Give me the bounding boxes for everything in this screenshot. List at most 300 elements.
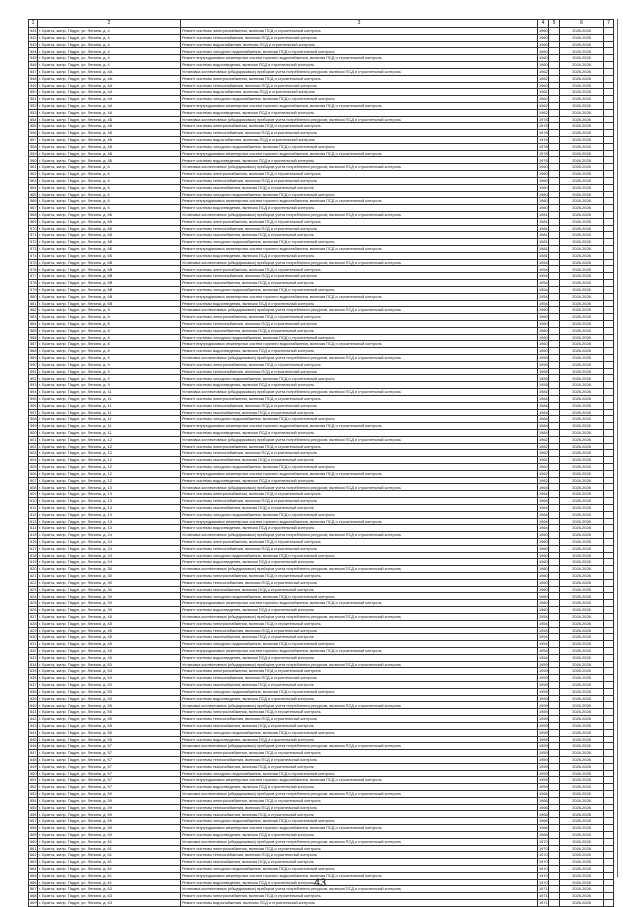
- empty-cell: [549, 736, 560, 743]
- empty-cell: [604, 586, 614, 593]
- work-type-cell: Установка коллективных (общедомовых) приборов учета потребления ресурсов, включая ПСД и строительный контроль: [181, 484, 538, 491]
- empty-cell: [549, 600, 560, 607]
- planned-period-cell: 2026-2028: [560, 334, 604, 341]
- empty-cell: [604, 28, 614, 35]
- empty-cell: [549, 102, 560, 109]
- empty-cell: [549, 409, 560, 416]
- row-number-cell: 634: [30, 661, 37, 667]
- row-number-cell: 614: [30, 525, 37, 531]
- planned-period-cell: 2026-2028: [560, 756, 604, 763]
- address-cell: г. Братск, жилр. Падун, ул. Ленина, д. 53: [38, 688, 181, 695]
- planned-period-cell: 2026-2028: [560, 341, 604, 348]
- page-number: 43: [313, 877, 327, 889]
- table-row: [29, 218, 614, 225]
- address-cell: г. Братск, жилр. Падун, ул. Ленина, д. 4А: [38, 82, 181, 89]
- planned-period-cell: 2026-2028: [560, 893, 604, 900]
- planned-period-cell: 2026-2028: [560, 395, 604, 402]
- work-type-cell: Ремонт системы электроснабжения, включая ПСД и строительный контроль: [181, 395, 538, 402]
- build-year-cell: 1984: [539, 395, 548, 401]
- work-type-cell: Ремонт внутридомовых инженерных систем горячего водоснабжения, включая ПСД и строительный контроль: [181, 293, 538, 300]
- table-row: [29, 566, 614, 573]
- empty-cell: [604, 314, 614, 321]
- work-type-cell: Ремонт системы электроснабжения, включая ПСД и строительный контроль: [181, 123, 538, 130]
- row-number-cell: 650: [30, 770, 37, 776]
- build-year-cell: 1984: [539, 409, 548, 415]
- work-type-cell: Ремонт внутридомовых инженерных систем горячего водоснабжения, включая ПСД и строительный контроль: [181, 55, 538, 62]
- planned-period-cell: 2026-2028: [560, 75, 604, 82]
- empty-cell: [549, 375, 560, 382]
- row-number-cell: 626: [30, 607, 37, 613]
- address-cell: г. Братск, жилр. Падун, ул. Ленина, д. 6Б: [38, 232, 181, 239]
- planned-period-cell: 2026-2028: [560, 886, 604, 893]
- build-year-cell: 1959: [539, 682, 548, 688]
- row-number-cell: 562: [30, 171, 37, 177]
- address-cell: г. Братск, жилр. Падун, ул. Ленина, д. 59: [38, 825, 181, 832]
- table-row: [29, 436, 614, 443]
- empty-cell: [549, 239, 560, 246]
- work-type-cell: Установка коллективных (общедомовых) приборов учета потребления ресурсов, включая ПСД и строительный контроль: [181, 743, 538, 750]
- row-number-cell: 569: [30, 218, 37, 224]
- address-cell: г. Братск, жилр. Падун, ул. Ленина, д. 4Б: [38, 157, 181, 164]
- work-type-cell: Ремонт системы водоотведения, включая ПСД и строительный контроль: [181, 831, 538, 838]
- address-cell: г. Братск, жилр. Падун, ул. Ленина, д. 53: [38, 695, 181, 702]
- capital-repair-table: [28, 19, 614, 907]
- table-row: [29, 225, 614, 232]
- empty-cell: [549, 470, 560, 477]
- planned-period-cell: 2026-2028: [560, 784, 604, 791]
- build-year-cell: 1962: [539, 436, 548, 442]
- empty-cell: [549, 225, 560, 232]
- row-number-cell: 568: [30, 212, 37, 218]
- planned-period-cell: 2026-2028: [560, 498, 604, 505]
- row-number-cell: 641: [30, 709, 37, 715]
- build-year-cell: 1962: [539, 89, 548, 95]
- empty-cell: [549, 266, 560, 273]
- empty-cell: [549, 191, 560, 198]
- work-type-cell: Ремонт системы водоотведения, включая ПСД и строительный контроль: [181, 559, 538, 566]
- work-type-cell: Ремонт системы водоотведения, включая ПСД и строительный контроль: [181, 157, 538, 164]
- empty-cell: [604, 429, 614, 436]
- empty-cell: [604, 123, 614, 130]
- empty-cell: [604, 307, 614, 314]
- empty-cell: [604, 171, 614, 178]
- planned-period-cell: 2026-2028: [560, 102, 604, 109]
- build-year-cell: 1960: [539, 552, 548, 558]
- empty-cell: [549, 532, 560, 539]
- build-year-cell: 1959: [539, 750, 548, 756]
- address-cell: г. Братск, жилр. Падун, ул. Ленина, д. 57: [38, 743, 181, 750]
- empty-cell: [549, 96, 560, 103]
- empty-cell: [549, 688, 560, 695]
- address-cell: г. Братск, жилр. Падун, ул. Ленина, д. 55: [38, 722, 181, 729]
- planned-period-cell: 2026-2028: [560, 586, 604, 593]
- row-number-cell: 571: [30, 232, 37, 238]
- table-row: [29, 55, 614, 62]
- address-cell: г. Братск, жилр. Падун, ул. Ленина, д. 6: [38, 177, 181, 184]
- planned-period-cell: 2026-2028: [560, 682, 604, 689]
- empty-cell: [604, 579, 614, 586]
- planned-period-cell: 2026-2028: [560, 716, 604, 723]
- empty-cell: [604, 232, 614, 239]
- empty-cell: [604, 48, 614, 55]
- table-row: [29, 273, 614, 280]
- work-type-cell: Ремонт системы электроснабжения, включая ПСД и строительный контроль: [181, 750, 538, 757]
- planned-period-cell: 2026-2028: [560, 593, 604, 600]
- empty-cell: [549, 865, 560, 872]
- build-year-cell: 1954: [539, 293, 548, 299]
- empty-cell: [549, 389, 560, 396]
- work-type-cell: Ремонт системы газоснабжения, включая ПСД и строительный контроль: [181, 763, 538, 770]
- empty-cell: [549, 150, 560, 157]
- table-row: [29, 334, 614, 341]
- build-year-cell: 1964: [539, 491, 548, 497]
- work-type-cell: Ремонт системы теплоснабжения, включая ПСД и строительный контроль: [181, 579, 538, 586]
- row-number-cell: 659: [30, 831, 37, 837]
- planned-period-cell: 2026-2028: [560, 695, 604, 702]
- empty-cell: [549, 722, 560, 729]
- build-year-cell: 1960: [539, 539, 548, 545]
- work-type-cell: Ремонт системы теплоснабжения, включая ПСД и строительный контроль: [181, 716, 538, 723]
- address-cell: г. Братск, жилр. Падун, ул. Ленина, д. 8: [38, 348, 181, 355]
- row-number-cell: 663: [30, 859, 37, 865]
- row-number-cell: 590: [30, 361, 37, 367]
- work-type-cell: Ремонт системы газоснабжения, включая ПСД и строительный контроль: [181, 722, 538, 729]
- address-cell: г. Братск, жилр. Падун, ул. Ленина, д. 6: [38, 184, 181, 191]
- address-cell: г. Братск, жилр. Падун, ул. Ленина, д. 57: [38, 750, 181, 757]
- empty-cell: [604, 137, 614, 144]
- empty-cell: [549, 55, 560, 62]
- empty-cell: [549, 695, 560, 702]
- empty-cell: [549, 143, 560, 150]
- row-number-cell: 589: [30, 355, 37, 361]
- row-number-cell: 575: [30, 259, 37, 265]
- address-cell: г. Братск, жилр. Падун, ул. Ленина, д. 30: [38, 607, 181, 614]
- work-type-cell: Ремонт системы электроснабжения, включая ПСД и строительный контроль: [181, 668, 538, 675]
- address-cell: г. Братск, жилр. Падун, ул. Ленина, д. 8: [38, 314, 181, 321]
- empty-cell: [604, 825, 614, 832]
- table-row: [29, 157, 614, 164]
- build-year-cell: 1981: [539, 212, 548, 218]
- empty-cell: [549, 293, 560, 300]
- address-cell: г. Братск, жилр. Падун, ул. Ленина, д. 6: [38, 164, 181, 171]
- header-col-6: 6: [560, 20, 604, 28]
- planned-period-cell: 2026-2028: [560, 68, 604, 75]
- empty-cell: [604, 164, 614, 171]
- empty-cell: [549, 634, 560, 641]
- work-type-cell: Ремонт системы холодного водоснабжения, включая ПСД и строительный контроль: [181, 729, 538, 736]
- empty-cell: [549, 327, 560, 334]
- row-number-cell: 560: [30, 157, 37, 163]
- row-number-cell: 630: [30, 634, 37, 640]
- row-number-cell: 611: [30, 504, 37, 510]
- work-type-cell: Ремонт системы холодного водоснабжения, включая ПСД и строительный контроль: [181, 552, 538, 559]
- empty-cell: [604, 675, 614, 682]
- empty-cell: [604, 661, 614, 668]
- empty-cell: [549, 314, 560, 321]
- table-row: [29, 280, 614, 287]
- planned-period-cell: 2026-2028: [560, 600, 604, 607]
- build-year-cell: 1960: [539, 34, 548, 40]
- empty-cell: [604, 300, 614, 307]
- planned-period-cell: 2026-2028: [560, 831, 604, 838]
- empty-cell: [549, 545, 560, 552]
- build-year-cell: 1960: [539, 545, 548, 551]
- address-cell: г. Братск, жилр. Падун, ул. Ленина, д. 8: [38, 320, 181, 327]
- address-cell: г. Братск, жилр. Падун, ул. Ленина, д. 59: [38, 811, 181, 818]
- empty-cell: [549, 109, 560, 116]
- build-year-cell: 1959: [539, 675, 548, 681]
- address-cell: г. Братск, жилр. Падун, ул. Ленина, д. 12: [38, 443, 181, 450]
- empty-cell: [549, 361, 560, 368]
- row-number-cell: 547: [30, 68, 37, 74]
- table-row: [29, 511, 614, 518]
- planned-period-cell: 2026-2028: [560, 811, 604, 818]
- address-cell: г. Братск, жилр. Падун, ул. Ленина, д. 55: [38, 716, 181, 723]
- empty-cell: [604, 552, 614, 559]
- row-number-cell: 612: [30, 511, 37, 517]
- table-row: [29, 838, 614, 845]
- empty-cell: [549, 334, 560, 341]
- work-type-cell: Ремонт системы водоотведения, включая ПСД и строительный контроль: [181, 879, 538, 886]
- work-type-cell: Установка коллективных (общедомовых) приборов учета потребления ресурсов, включая ПСД и строительный контроль: [181, 355, 538, 362]
- build-year-cell: 1960: [539, 205, 548, 211]
- row-number-cell: 620: [30, 566, 37, 572]
- empty-cell: [604, 668, 614, 675]
- build-year-cell: 1966: [539, 825, 548, 831]
- address-cell: г. Братск, жилр. Падун, ул. Ленина, д. 11: [38, 423, 181, 430]
- planned-period-cell: 2026-2028: [560, 375, 604, 382]
- work-type-cell: Ремонт системы холодного водоснабжения, включая ПСД и строительный контроль: [181, 688, 538, 695]
- planned-period-cell: 2026-2028: [560, 280, 604, 287]
- empty-cell: [604, 593, 614, 600]
- build-year-cell: 1960: [539, 607, 548, 613]
- row-number-cell: 578: [30, 280, 37, 286]
- row-number-cell: 618: [30, 552, 37, 558]
- table-row: [29, 429, 614, 436]
- planned-period-cell: 2026-2028: [560, 804, 604, 811]
- address-cell: г. Братск, жилр. Падун, ул. Ленина, д. 45: [38, 641, 181, 648]
- work-type-cell: Установка коллективных (общедомовых) приборов учета потребления ресурсов, включая ПСД и строительный контроль: [181, 389, 538, 396]
- empty-cell: [604, 62, 614, 69]
- address-cell: г. Братск, жилр. Падун, ул. Ленина, д. 6В: [38, 259, 181, 266]
- empty-cell: [549, 464, 560, 471]
- row-number-cell: 583: [30, 314, 37, 320]
- table-row: [29, 586, 614, 593]
- work-type-cell: Ремонт системы водоотведения, включая ПСД и строительный контроль: [181, 607, 538, 614]
- empty-cell: [604, 355, 614, 362]
- table-row: [29, 34, 614, 41]
- table-row: [29, 722, 614, 729]
- table-row: [29, 423, 614, 430]
- address-cell: г. Братск, жилр. Падун, ул. Ленина, д. 59: [38, 818, 181, 825]
- empty-cell: [549, 709, 560, 716]
- build-year-cell: 1964: [539, 511, 548, 517]
- address-cell: г. Братск, жилр. Падун, ул. Ленина, д. 6Б: [38, 246, 181, 253]
- work-type-cell: Ремонт системы водоотведения, включая ПСД и строительный контроль: [181, 784, 538, 791]
- empty-cell: [549, 838, 560, 845]
- row-number-cell: 548: [30, 75, 37, 81]
- table-row: [29, 825, 614, 832]
- build-year-cell: 1981: [539, 252, 548, 258]
- build-year-cell: 1970: [539, 866, 548, 872]
- planned-period-cell: 2026-2028: [560, 872, 604, 879]
- empty-cell: [549, 682, 560, 689]
- build-year-cell: 1966: [539, 811, 548, 817]
- empty-cell: [604, 470, 614, 477]
- build-year-cell: 1962: [539, 464, 548, 470]
- empty-cell: [549, 702, 560, 709]
- build-year-cell: 1959: [539, 757, 548, 763]
- empty-cell: [549, 348, 560, 355]
- address-cell: г. Братск, жилр. Падун, ул. Ленина, д. 12: [38, 436, 181, 443]
- empty-cell: [549, 893, 560, 900]
- row-number-cell: 549: [30, 82, 37, 88]
- row-number-cell: 586: [30, 334, 37, 340]
- build-year-cell: 1964: [539, 525, 548, 531]
- empty-cell: [604, 491, 614, 498]
- empty-cell: [604, 504, 614, 511]
- work-type-cell: Установка коллективных (общедомовых) приборов учета потребления ресурсов, включая ПСД и строительный контроль: [181, 661, 538, 668]
- empty-cell: [549, 205, 560, 212]
- address-cell: г. Братск, жилр. Падун, ул. Ленина, д. 24: [38, 545, 181, 552]
- table-row: [29, 402, 614, 409]
- planned-period-cell: 2026-2028: [560, 852, 604, 859]
- table-row: [29, 450, 614, 457]
- build-year-cell: 1954: [539, 273, 548, 279]
- empty-cell: [549, 607, 560, 614]
- table-row: [29, 130, 614, 137]
- table-row: [29, 831, 614, 838]
- build-year-cell: 1962: [539, 477, 548, 483]
- row-number-cell: 616: [30, 539, 37, 545]
- table-row: [29, 361, 614, 368]
- row-number-cell: 619: [30, 559, 37, 565]
- build-year-cell: 1962: [539, 96, 548, 102]
- work-type-cell: Ремонт системы газоснабжения, включая ПСД и строительный контроль: [181, 586, 538, 593]
- address-cell: г. Братск, жилр. Падун, ул. Ленина, д. 45: [38, 613, 181, 620]
- address-cell: г. Братск, жилр. Падун, ул. Ленина, д. 13: [38, 518, 181, 525]
- planned-period-cell: 2026-2028: [560, 770, 604, 777]
- address-cell: г. Братск, жилр. Падун, ул. Ленина, д. 4А: [38, 89, 181, 96]
- planned-period-cell: 2026-2028: [560, 96, 604, 103]
- empty-cell: [549, 777, 560, 784]
- build-year-cell: 1960: [539, 593, 548, 599]
- build-year-cell: 1964: [539, 498, 548, 504]
- work-type-cell: Ремонт системы газоснабжения, включая ПСД и строительный контроль: [181, 682, 538, 689]
- row-number-cell: 642: [30, 716, 37, 722]
- address-cell: г. Братск, жилр. Падун, ул. Ленина, д. 6: [38, 205, 181, 212]
- build-year-cell: 1959: [539, 763, 548, 769]
- build-year-cell: 1959: [539, 729, 548, 735]
- build-year-cell: 1959: [539, 668, 548, 674]
- empty-cell: [549, 498, 560, 505]
- row-number-cell: 573: [30, 246, 37, 252]
- address-cell: г. Братск, жилр. Падун, ул. Ленина, д. 53: [38, 675, 181, 682]
- planned-period-cell: 2026-2028: [560, 797, 604, 804]
- row-number-cell: 648: [30, 757, 37, 763]
- build-year-cell: 1978: [539, 116, 548, 122]
- build-year-cell: 1960: [539, 579, 548, 585]
- work-type-cell: Ремонт системы газоснабжения, включая ПСД и строительный контроль: [181, 409, 538, 416]
- planned-period-cell: 2026-2028: [560, 327, 604, 334]
- table-row: [29, 852, 614, 859]
- build-year-cell: 1970: [539, 838, 548, 844]
- planned-period-cell: 2026-2028: [560, 750, 604, 757]
- empty-cell: [604, 320, 614, 327]
- table-row: [29, 504, 614, 511]
- empty-cell: [604, 361, 614, 368]
- row-number-cell: 581: [30, 300, 37, 306]
- empty-cell: [549, 756, 560, 763]
- row-number-cell: 625: [30, 600, 37, 606]
- row-number-cell: 584: [30, 321, 37, 327]
- address-cell: г. Братск, жилр. Падун, ул. Ленина, д. 59: [38, 791, 181, 798]
- address-cell: г. Братск, жилр. Падун, ул. Ленина, д. 57: [38, 756, 181, 763]
- work-type-cell: Ремонт системы холодного водоснабжения, включая ПСД и строительный контроль: [181, 641, 538, 648]
- address-cell: г. Братск, жилр. Падун, ул. Ленина, д. 12: [38, 450, 181, 457]
- row-number-cell: 597: [30, 409, 37, 415]
- empty-cell: [604, 709, 614, 716]
- build-year-cell: 1981: [539, 246, 548, 252]
- build-year-cell: 1962: [539, 68, 548, 74]
- row-number-cell: 667: [30, 886, 37, 892]
- table-row: [29, 355, 614, 362]
- planned-period-cell: 2026-2028: [560, 232, 604, 239]
- table-row: [29, 177, 614, 184]
- planned-period-cell: 2026-2028: [560, 109, 604, 116]
- work-type-cell: Ремонт системы электроснабжения, включая ПСД и строительный контроль: [181, 361, 538, 368]
- address-cell: г. Братск, жилр. Падун, ул. Ленина, д. 6В: [38, 300, 181, 307]
- work-type-cell: Ремонт системы газоснабжения, включая ПСД и строительный контроль: [181, 184, 538, 191]
- address-cell: г. Братск, жилр. Падун, ул. Ленина, д. 13: [38, 484, 181, 491]
- address-cell: г. Братск, жилр. Падун, ул. Ленина, д. 11: [38, 409, 181, 416]
- table-row: [29, 702, 614, 709]
- planned-period-cell: 2026-2028: [560, 48, 604, 55]
- build-year-cell: 1966: [539, 797, 548, 803]
- table-row: [29, 198, 614, 205]
- work-type-cell: Ремонт системы электроснабжения, включая ПСД и строительный контроль: [181, 171, 538, 178]
- build-year-cell: 1960: [539, 341, 548, 347]
- address-cell: г. Братск, жилр. Падун, ул. Ленина, д. 4А: [38, 102, 181, 109]
- work-type-cell: Ремонт системы теплоснабжения, включая ПСД и строительный контроль: [181, 545, 538, 552]
- table-row: [29, 777, 614, 784]
- empty-cell: [604, 688, 614, 695]
- empty-cell: [549, 280, 560, 287]
- work-type-cell: Ремонт системы водоотведения, включая ПСД и строительный контроль: [181, 525, 538, 532]
- build-year-cell: 1954: [539, 634, 548, 640]
- planned-period-cell: 2026-2028: [560, 825, 604, 832]
- empty-cell: [604, 682, 614, 689]
- work-type-cell: Ремонт внутридомовых инженерных систем горячего водоснабжения, включая ПСД и строительный контроль: [181, 647, 538, 654]
- table-row: [29, 443, 614, 450]
- empty-cell: [549, 457, 560, 464]
- empty-cell: [549, 368, 560, 375]
- planned-period-cell: 2026-2028: [560, 709, 604, 716]
- work-type-cell: Установка коллективных (общедомовых) приборов учета потребления ресурсов, включая ПСД и строительный контроль: [181, 116, 538, 123]
- address-cell: г. Братск, жилр. Падун, ул. Ленина, д. 6Б: [38, 225, 181, 232]
- empty-cell: [604, 395, 614, 402]
- empty-cell: [604, 191, 614, 198]
- row-number-cell: 546: [30, 62, 37, 68]
- build-year-cell: 1960: [539, 307, 548, 313]
- table-row: [29, 865, 614, 872]
- empty-cell: [604, 797, 614, 804]
- address-cell: г. Братск, жилр. Падун, ул. Ленина, д. 59: [38, 797, 181, 804]
- empty-cell: [549, 818, 560, 825]
- build-year-cell: 1981: [539, 232, 548, 238]
- work-type-cell: Ремонт системы теплоснабжения, включая ПСД и строительный контроль: [181, 450, 538, 457]
- build-year-cell: 1978: [539, 123, 548, 129]
